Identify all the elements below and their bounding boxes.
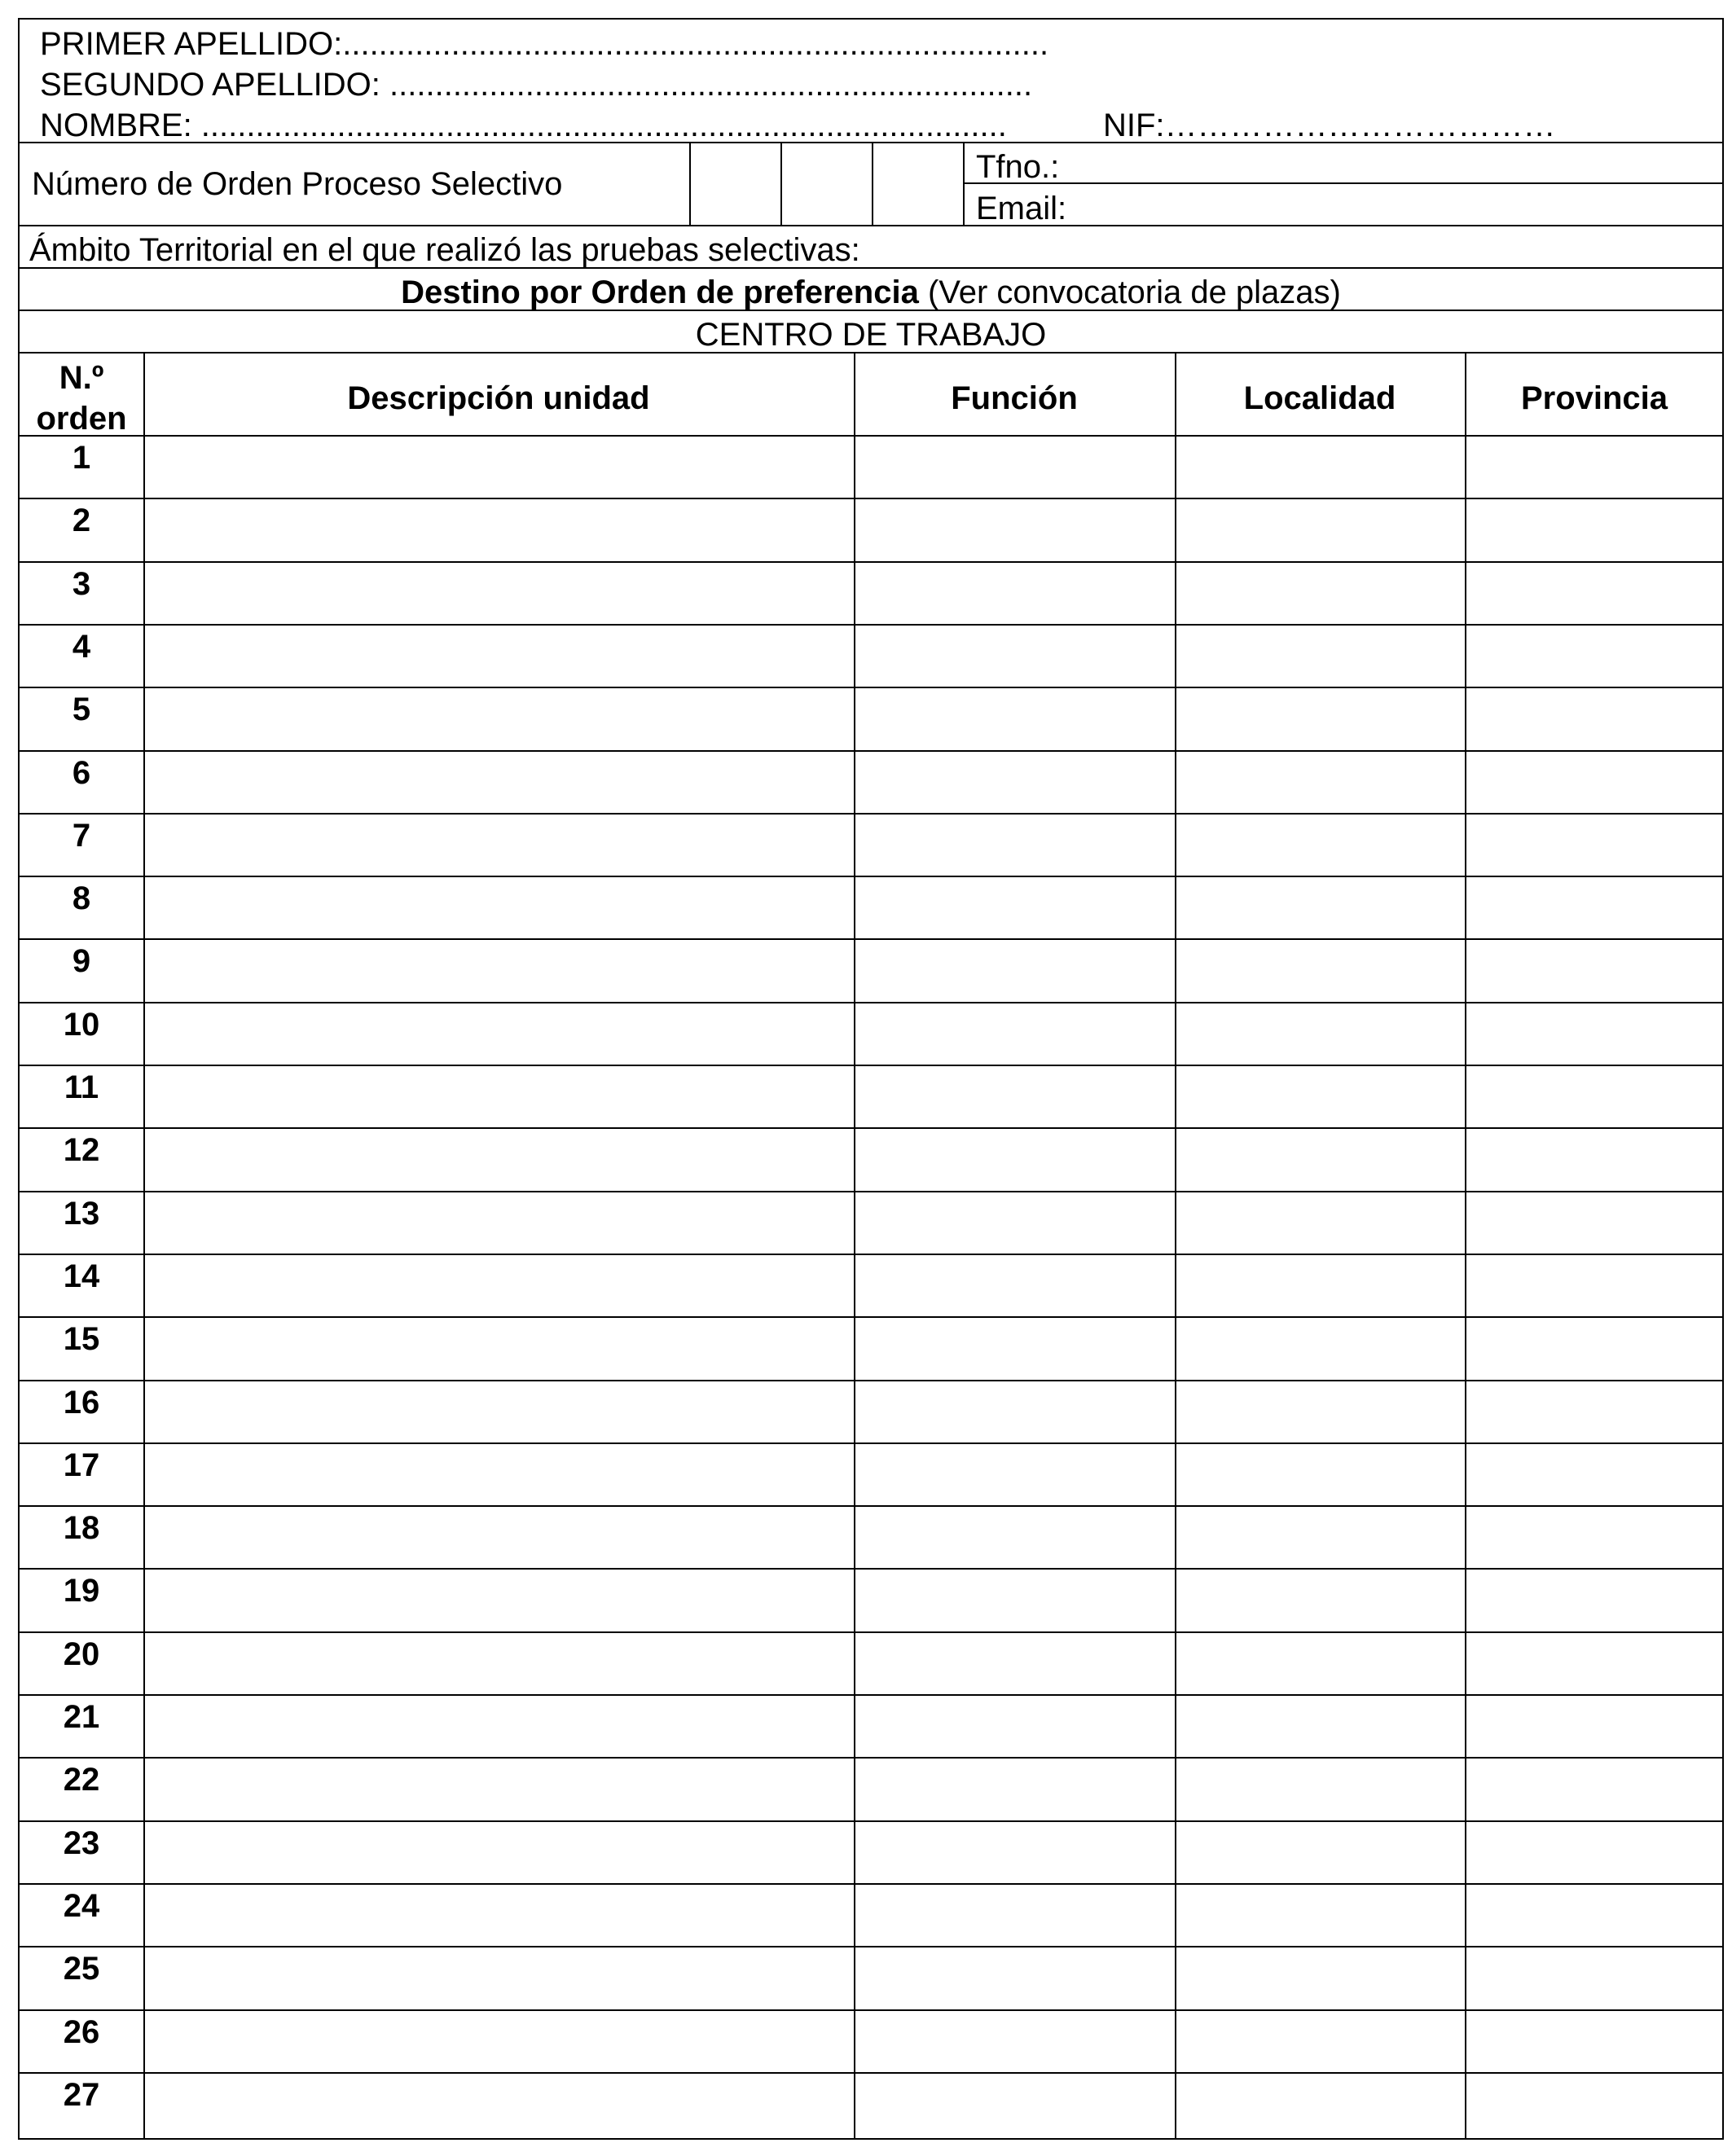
cell-funcion[interactable]	[855, 877, 1175, 938]
cell-funcion[interactable]	[855, 1947, 1175, 2009]
cell-provincia[interactable]	[1466, 1003, 1722, 1065]
cell-provincia[interactable]	[1466, 1696, 1722, 1757]
cell-descripcion[interactable]	[145, 1444, 854, 1505]
tfno-label[interactable]: Tfno.:	[976, 149, 1060, 185]
cell-localidad[interactable]	[1176, 437, 1465, 498]
cell-localidad[interactable]	[1176, 1255, 1465, 1316]
cell-provincia[interactable]	[1466, 626, 1722, 687]
cell-provincia[interactable]	[1466, 1885, 1722, 1946]
cell-localidad[interactable]	[1176, 1822, 1465, 1883]
cell-provincia[interactable]	[1466, 2074, 1722, 2135]
cell-descripcion[interactable]	[145, 437, 854, 498]
cell-descripcion[interactable]	[145, 1318, 854, 1379]
numero-orden-box-1[interactable]	[691, 143, 780, 225]
cell-funcion[interactable]	[855, 1129, 1175, 1190]
cell-localidad[interactable]	[1176, 688, 1465, 749]
cell-descripcion[interactable]	[145, 1696, 854, 1757]
cell-funcion[interactable]	[855, 1318, 1175, 1379]
cell-provincia[interactable]	[1466, 1381, 1722, 1442]
cell-funcion[interactable]	[855, 2011, 1175, 2072]
row-number: 18	[63, 1510, 100, 1547]
cell-provincia[interactable]	[1466, 1129, 1722, 1190]
primer-apellido-field[interactable]: PRIMER APELLIDO:..............................................................................	[40, 26, 1049, 62]
cell-descripcion[interactable]	[145, 1885, 854, 1946]
cell-provincia[interactable]	[1466, 940, 1722, 1001]
cell-localidad[interactable]	[1176, 1066, 1465, 1127]
cell-funcion[interactable]	[855, 1444, 1175, 1505]
numero-orden-box-2[interactable]	[782, 143, 872, 225]
cell-localidad[interactable]	[1176, 499, 1465, 560]
cell-descripcion[interactable]	[145, 2011, 854, 2072]
row-number: 22	[63, 1762, 100, 1798]
cell-funcion[interactable]	[855, 1381, 1175, 1442]
cell-funcion[interactable]	[855, 1066, 1175, 1127]
cell-localidad[interactable]	[1176, 1507, 1465, 1568]
cell-localidad[interactable]	[1176, 1759, 1465, 1820]
cell-provincia[interactable]	[1466, 1507, 1722, 1568]
cell-localidad[interactable]	[1176, 1947, 1465, 2009]
email-label[interactable]: Email:	[976, 191, 1067, 226]
cell-localidad[interactable]	[1176, 2011, 1465, 2072]
cell-funcion[interactable]	[855, 1759, 1175, 1820]
cell-localidad[interactable]	[1176, 563, 1465, 624]
cell-funcion[interactable]	[855, 940, 1175, 1001]
cell-funcion[interactable]	[855, 1192, 1175, 1254]
cell-descripcion[interactable]	[145, 1129, 854, 1190]
cell-provincia[interactable]	[1466, 437, 1722, 498]
cell-funcion[interactable]	[855, 1570, 1175, 1631]
cell-provincia[interactable]	[1466, 877, 1722, 938]
col-header-descripcion: Descripción unidad	[347, 380, 650, 416]
cell-provincia[interactable]	[1466, 1947, 1722, 2009]
divider	[20, 267, 1722, 269]
divider	[965, 182, 1722, 184]
cell-localidad[interactable]	[1176, 1318, 1465, 1379]
destino-heading-note: (Ver convocatoria de plazas)	[927, 274, 1341, 310]
row-number: 23	[63, 1824, 100, 1861]
cell-localidad[interactable]	[1176, 1696, 1465, 1757]
cell-provincia[interactable]	[1466, 1255, 1722, 1316]
row-number: 21	[63, 1699, 100, 1735]
cell-funcion[interactable]	[855, 499, 1175, 560]
cell-localidad[interactable]	[1176, 1570, 1465, 1631]
row-number: 13	[63, 1195, 100, 1232]
cell-provincia[interactable]	[1466, 815, 1722, 876]
cell-funcion[interactable]	[855, 752, 1175, 813]
cell-funcion[interactable]	[855, 1507, 1175, 1568]
application-form	[18, 18, 1724, 2140]
cell-provincia[interactable]	[1466, 1570, 1722, 1631]
cell-localidad[interactable]	[1176, 815, 1465, 876]
cell-descripcion[interactable]	[145, 1066, 854, 1127]
nombre-field[interactable]: NOMBRE: .........................................................................................	[40, 109, 1007, 142]
divider	[20, 225, 1722, 226]
cell-provincia[interactable]	[1466, 1192, 1722, 1254]
cell-localidad[interactable]	[1176, 1885, 1465, 1946]
row-number: 5	[72, 692, 91, 728]
row-number: 10	[63, 1006, 100, 1043]
cell-funcion[interactable]	[855, 1885, 1175, 1946]
row-number: 19	[63, 1573, 100, 1609]
row-number: 3	[72, 565, 91, 602]
cell-provincia[interactable]	[1466, 1759, 1722, 1820]
row-number: 26	[63, 2013, 100, 2050]
cell-descripcion[interactable]	[145, 752, 854, 813]
col-header-localidad: Localidad	[1243, 380, 1396, 416]
row-number: 8	[72, 880, 91, 917]
segundo-apellido-field[interactable]: SEGUNDO APELLIDO: .......................................................................	[40, 67, 1033, 103]
cell-descripcion[interactable]	[145, 688, 854, 749]
divider	[20, 352, 1722, 353]
cell-descripcion[interactable]	[145, 626, 854, 687]
row-number: 16	[63, 1384, 100, 1421]
cell-localidad[interactable]	[1176, 1633, 1465, 1694]
row-number: 15	[63, 1321, 100, 1358]
cell-funcion[interactable]	[855, 688, 1175, 749]
cell-descripcion[interactable]	[145, 940, 854, 1001]
cell-descripcion[interactable]	[145, 1003, 854, 1065]
row-number: 24	[63, 1887, 100, 1924]
cell-provincia[interactable]	[1466, 1822, 1722, 1883]
col-header-num-line2: orden	[36, 401, 127, 437]
row-number: 12	[63, 1132, 100, 1169]
cell-funcion[interactable]	[855, 1633, 1175, 1694]
row-number: 7	[72, 817, 91, 854]
col-header-provincia: Provincia	[1520, 380, 1668, 416]
cell-localidad[interactable]	[1176, 1192, 1465, 1254]
row-number: 17	[63, 1447, 100, 1483]
cell-descripcion[interactable]	[145, 499, 854, 560]
cell-descripcion[interactable]	[145, 2074, 854, 2135]
ambito-territorial-field[interactable]: Ámbito Territorial en el que realizó las pruebas selectivas:	[29, 232, 860, 268]
cell-provincia[interactable]	[1466, 2011, 1722, 2072]
destino-heading-bold: Destino por Orden de preferencia	[401, 274, 919, 310]
cell-localidad[interactable]	[1176, 1003, 1465, 1065]
cell-localidad[interactable]	[1176, 1381, 1465, 1442]
cell-provincia[interactable]	[1466, 688, 1722, 749]
nif-field[interactable]: NIF:………………………………	[1103, 108, 1556, 143]
cell-descripcion[interactable]	[145, 815, 854, 876]
cell-descripcion[interactable]	[145, 877, 854, 938]
col-header-num-line1: N.º	[59, 360, 104, 396]
destino-heading	[20, 276, 1722, 309]
cell-funcion[interactable]	[855, 815, 1175, 876]
cell-descripcion[interactable]	[145, 1947, 854, 2009]
cell-descripcion[interactable]	[145, 1570, 854, 1631]
numero-orden-box-3[interactable]	[873, 143, 963, 225]
row-number: 14	[63, 1258, 100, 1294]
cell-funcion[interactable]	[855, 2074, 1175, 2135]
cell-funcion[interactable]	[855, 1255, 1175, 1316]
cell-localidad[interactable]	[1176, 1129, 1465, 1190]
cell-localidad[interactable]	[1176, 1444, 1465, 1505]
cell-provincia[interactable]	[1466, 1318, 1722, 1379]
row-number: 6	[72, 754, 91, 791]
cell-provincia[interactable]	[1466, 499, 1722, 560]
cell-localidad[interactable]	[1176, 877, 1465, 938]
row-number: 27	[63, 2076, 100, 2113]
row-number: 1	[72, 440, 91, 476]
row-number: 4	[72, 628, 91, 665]
row-number: 20	[63, 1636, 100, 1672]
cell-descripcion[interactable]	[145, 1507, 854, 1568]
cell-provincia[interactable]	[1466, 1066, 1722, 1127]
cell-funcion[interactable]	[855, 1003, 1175, 1065]
row-number: 9	[72, 943, 91, 980]
col-header-funcion: Función	[951, 380, 1078, 416]
cell-localidad[interactable]	[1176, 2074, 1465, 2135]
cell-provincia[interactable]	[1466, 1444, 1722, 1505]
cell-descripcion[interactable]	[145, 1192, 854, 1254]
cell-localidad[interactable]	[1176, 752, 1465, 813]
row-number: 2	[72, 503, 91, 539]
numero-orden-label: Número de Orden Proceso Selectivo	[32, 166, 563, 202]
cell-funcion[interactable]	[855, 1822, 1175, 1883]
cell-provincia[interactable]	[1466, 563, 1722, 624]
cell-funcion[interactable]	[855, 437, 1175, 498]
cell-funcion[interactable]	[855, 1696, 1175, 1757]
cell-descripcion[interactable]	[145, 1759, 854, 1820]
cell-provincia[interactable]	[1466, 1633, 1722, 1694]
row-number: 25	[63, 1951, 100, 1987]
cell-funcion[interactable]	[855, 626, 1175, 687]
cell-funcion[interactable]	[855, 563, 1175, 624]
cell-descripcion[interactable]	[145, 1822, 854, 1883]
cell-localidad[interactable]	[1176, 626, 1465, 687]
row-number: 11	[64, 1069, 99, 1105]
cell-descripcion[interactable]	[145, 1381, 854, 1442]
cell-localidad[interactable]	[1176, 940, 1465, 1001]
centro-trabajo-heading: CENTRO DE TRABAJO	[695, 317, 1047, 353]
divider	[20, 310, 1722, 311]
cell-descripcion[interactable]	[145, 563, 854, 624]
cell-descripcion[interactable]	[145, 1255, 854, 1316]
cell-provincia[interactable]	[1466, 752, 1722, 813]
cell-descripcion[interactable]	[145, 1633, 854, 1694]
